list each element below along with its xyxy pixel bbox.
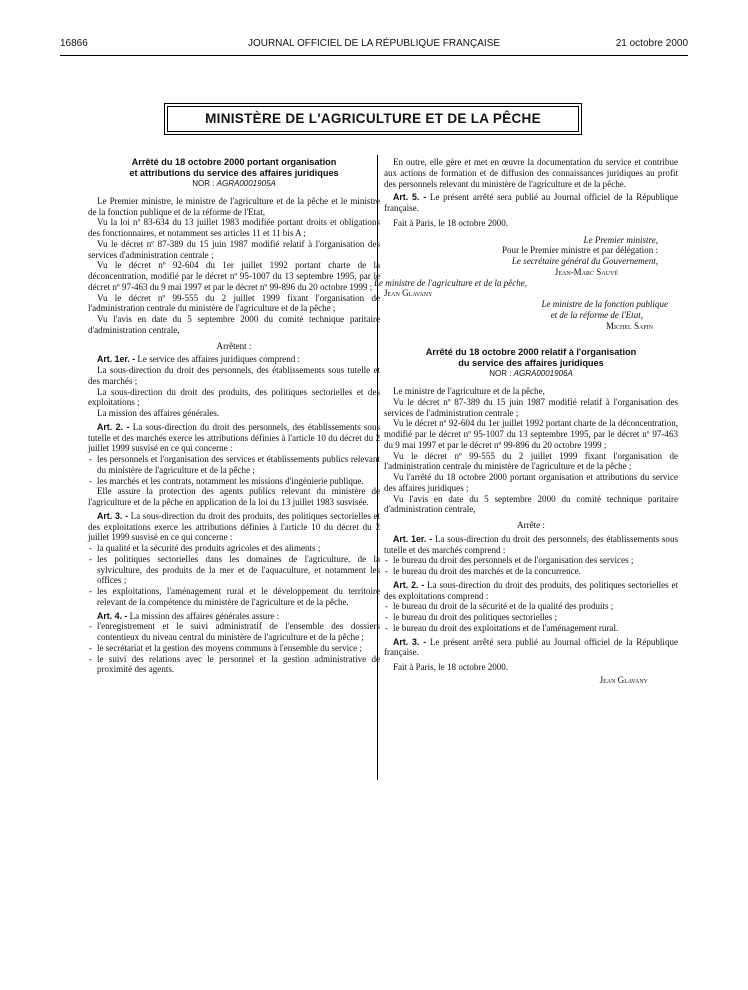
signature-pm: Le Premier ministre, <box>583 234 658 245</box>
article-3 <box>384 637 678 659</box>
article-text: La mission des affaires générales assure : <box>129 610 280 621</box>
nor-label: NOR : <box>489 369 512 379</box>
list-item: - les politiques sectorielles dans les domaines de l'agriculture, de la sylviculture, des produits de la mer et de l'aquaculture, et notamment les offices ; <box>88 554 380 586</box>
arrete1-title-line1: Arrêté du 18 octobre 2000 portant organisation <box>131 157 337 167</box>
article-text: Le présent arrêté sera publié au Journal officiel de la République française. <box>384 636 679 658</box>
visa: Vu l'avis en date du 5 septembre 2000 du comité technique paritaire d'administration centrale, <box>88 314 380 335</box>
issue-date: 21 octobre 2000 <box>615 38 688 49</box>
paragraph: La sous-direction du droit des produits, des politiques sectorielles et des exploitations ; <box>88 386 380 408</box>
visa: Vu le décret nº 92-604 du 1er juillet 1992 portant charte de la déconcentration, modifié par le décret nº 95-1007 du 13 septembre 1995, par le décret nº 97-463 du 9 mai 1997 et par le décret nº 99-896 du 20 octobre 1999 ; <box>384 418 678 450</box>
done-at: Fait à Paris, le 18 octobre 2000. <box>393 217 509 228</box>
article-label: Art. 5. - <box>393 192 427 203</box>
list-item: - le bureau du droit des personnels et de l'organisation des services ; <box>384 555 678 566</box>
list-item: - le suivi des relations avec le personnel et la gestion administrative de proximité des agents. <box>88 654 380 676</box>
list-item: - les exploitations, l'aménagement rural et le développement du territoire relevant de la compétence du ministère de l'agriculture et de la pêche. <box>88 586 380 608</box>
visa: Vu le décret nº 99-555 du 2 juillet 1999 fixant l'organisation de l'administration centrale du ministère de l'agriculture et de la pêche ; <box>88 292 380 314</box>
list-item: - le bureau du droit des marchés et de la concurrence. <box>384 566 678 577</box>
page-header <box>60 38 688 54</box>
signature-sg: Le secrétaire général du Gouvernement, <box>511 256 658 266</box>
nor-label: NOR : <box>192 179 215 188</box>
article-1 <box>88 354 380 365</box>
paragraph: La mission des affaires générales. <box>97 408 220 418</box>
article-text: La sous-direction du droit des personnels, des établissements sous tutelle et des marchés exerce les attributions définies à l'article 10 du décret du 2 juillet 1999 susvisé en ce qui concerne : <box>88 421 380 454</box>
page-number: 16866 <box>60 38 88 49</box>
article-label: Art. 4. - <box>97 610 128 621</box>
article-label: Art. 1er. - <box>97 354 136 365</box>
arrete2-title-line1: Arrêté du 18 octobre 2000 relatif à l'organisation <box>425 347 637 358</box>
paragraph: En outre, elle gère et met en œuvre la documentation du service et contribue aux actions de formation et de diffusion des connaissances juridiques au profit des personnels relevant du ministère de l'agriculture et de la pêche. <box>384 157 678 189</box>
nor-code: AGRA0001906A <box>513 369 573 379</box>
article-text: La sous-direction du droit des produits, des politiques sectorielles et des exploitations comprend : <box>384 579 678 601</box>
list-item: - le bureau du droit de la sécurité et de la qualité des produits ; <box>384 601 678 612</box>
list-item: - le bureau du droit des exploitations et de l'aménagement rural. <box>384 623 678 634</box>
article-text: La sous-direction du droit des personnels, des établissements sous tutelle et des marchés comprend : <box>384 533 679 555</box>
signature-delegation: Pour le Premier ministre et par délégation : <box>501 245 658 256</box>
arrete1-title-line2: et attributions du service des affaires juridiques <box>129 167 339 178</box>
article-label: Art. 2. - <box>97 421 130 432</box>
signer-name: Jean-Marc Sauvé <box>554 266 618 277</box>
list-item: - le secrétariat et la gestion des moyens communs à l'ensemble du service ; <box>88 643 380 654</box>
visa: Vu le décret nº 92-604 du 1er juillet 1992 portant charte de la déconcentration, modifié par le décret nº 95-1007 du 13 septembre 1995, par le décret nº 97-463 du 9 mai 1997 et par le décret nº 99-896 du 20 octobre 1999 ; <box>88 260 380 292</box>
paragraph: La sous-direction du droit des personnels, des établissements sous tutelle et des marchés ; <box>88 365 380 386</box>
visa: Vu la loi nº 83-634 du 13 juillet 1983 modifiée portant droits et obligations des fonctionnaires, et notamment ses articles 11 et 11 bis A ; <box>88 217 380 238</box>
article-label: Art. 1er. - <box>393 533 433 544</box>
arrete1-nor <box>88 179 380 190</box>
signature-fp-name <box>384 321 678 332</box>
arrete1-title <box>88 157 380 178</box>
article-text: Le présent arrêté sera publié au Journal officiel de la République française. <box>384 192 679 213</box>
visa: Vu l'arrêté du 18 octobre 2000 portant organisation et attributions du service des affaires juridiques ; <box>384 472 678 493</box>
arrete2-title-line2: du service des affaires juridiques <box>458 357 604 368</box>
article-2 <box>88 422 380 454</box>
article-label: Art. 2. - <box>393 579 425 590</box>
visa: Vu le décret nº 87-389 du 15 juin 1987 modifié relatif à l'organisation des services d'administration centrale ; <box>88 238 380 260</box>
journal-title: JOURNAL OFFICIEL DE LA RÉPUBLIQUE FRANÇAISE <box>247 38 501 49</box>
list-item: - les personnels et l'organisation des services et établissements publics relevant du ministère de l'agriculture et de la pêche ; <box>88 454 380 476</box>
article-text: Le service des affaires juridiques comprend : <box>137 354 301 365</box>
intro: Le Premier ministre, le ministre de l'agriculture et de la pêche et le ministre de la fonction publique et de la réforme de l'Etat, <box>88 195 380 217</box>
signature-fp-1: Le ministre de la fonction publique <box>541 299 668 309</box>
signature-agri-name <box>384 288 678 299</box>
signature-sg-name <box>384 267 678 278</box>
article-label: Art. 3. - <box>97 510 129 521</box>
article-text: La sous-direction du droit des produits, des politiques sectorielles et des exploitations exerce les attributions définies à l'article 10 du décret du 2 juillet 1999 susvisé en ce qui concerne : <box>88 510 381 543</box>
visa: Vu le décret nº 87-389 du 15 juin 1987 modifié relatif à l'organisation des services de l'administration centrale ; <box>384 396 678 418</box>
intro: Le ministre de l'agriculture et de la pêche, <box>393 386 545 396</box>
signer-name: Jean Glavany <box>599 674 648 685</box>
arrete-heading: Arrête : <box>517 520 545 530</box>
left-column <box>88 157 380 675</box>
signer-name: Michel Sapin <box>605 320 653 331</box>
article-4 <box>88 611 380 622</box>
list-item: - le bureau du droit des politiques sectorielles ; <box>384 612 678 623</box>
arrete2-nor <box>384 369 678 380</box>
done-at: Fait à Paris, le 18 octobre 2000. <box>393 662 509 672</box>
article-2 <box>384 580 678 602</box>
article-3 <box>88 511 380 543</box>
signature-fp-2: et de la réforme de l'Etat, <box>550 309 643 320</box>
arretent-heading: Arrêtent : <box>216 340 252 351</box>
signer-name: Jean Glavany <box>384 288 433 299</box>
signature-agri: Le ministre de l'agriculture et de la pêche, <box>374 277 528 288</box>
list-item: - les marchés et les contrats, notamment les missions d'ingénierie publique. <box>88 476 380 487</box>
article-5 <box>384 192 678 214</box>
list-item: - l'enregistrement et le suivi administratif de l'ensemble des dossiers contentieux du niveau central du ministère de l'agriculture et de la pêche ; <box>88 621 380 643</box>
header-rule <box>60 55 688 56</box>
nor-code: AGRA0001905A <box>216 179 276 188</box>
paragraph: Elle assure la protection des agents publics relevant du ministère de l'agriculture et de la pêche en application de la loi du 13 juillet 1983 susvisée. <box>88 486 380 507</box>
list-item: - la qualité et la sécurité des produits agricoles et des aliments ; <box>88 543 380 554</box>
visa: Vu l'avis en date du 5 septembre 2000 du comité technique paritaire d'administration centrale, <box>384 493 678 515</box>
signature <box>384 675 678 686</box>
visa: Vu le décret nº 99-555 du 2 juillet 1999 fixant l'organisation de l'administration centrale du ministère de l'agriculture et de la pêche ; <box>384 450 678 472</box>
right-column <box>374 157 679 686</box>
article-1 <box>384 534 678 556</box>
arrete2-title <box>384 347 678 368</box>
article-label: Art. 3. - <box>393 636 427 647</box>
ministry-title: MINISTÈRE DE L'AGRICULTURE ET DE LA PÊCHE <box>167 106 579 132</box>
